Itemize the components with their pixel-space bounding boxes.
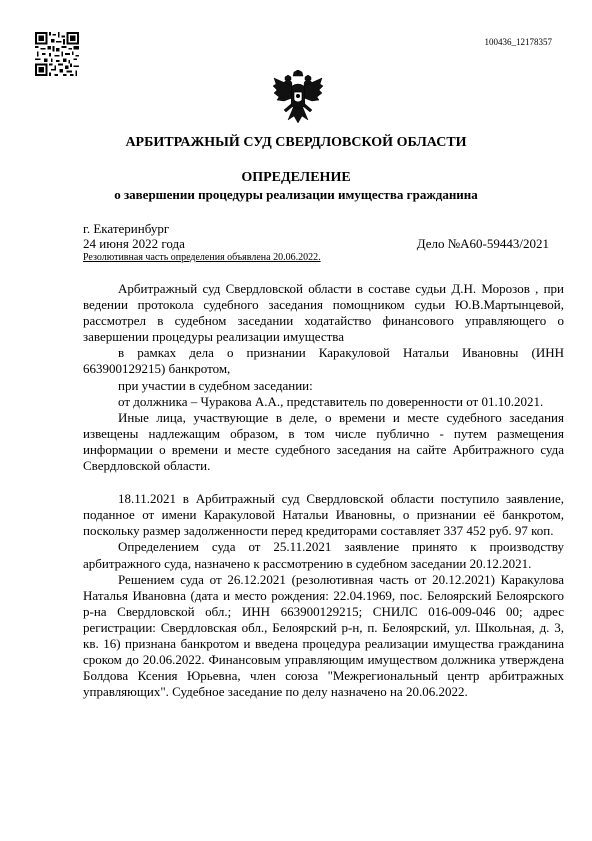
document-subtitle: о завершении процедуры реализации имущества гражданина: [114, 187, 478, 202]
document-title: ОПРЕДЕЛЕНИЕ: [241, 170, 351, 185]
paragraph: от должника – Чуракова А.А., представитель по доверенности от 01.10.2021.: [118, 393, 544, 409]
paragraph: при участии в судебном заседании:: [118, 377, 313, 393]
decision-date: 24 июня 2022 года: [83, 236, 185, 251]
document-body: [83, 281, 564, 700]
document-id: 100436_12178357: [484, 37, 552, 47]
city: г. Екатеринбург: [83, 221, 170, 236]
paragraph: Решением суда от 26.12.2021 (резолютивная часть от 20.12.2021) Каракулова Наталья Ивановна (дата и место рождения: 22.04.1969, пос. Белоярский Белоярского р-на Свердловской обл.; ИНН 663900129215; СНИЛС 016-009-046 00; адрес регистрации: Свердловская обл., Белоярский р-н, п. Белоярский, ул. Школьная, д. 3, кв. 16) признана банкротом и введена процедура реализации имущества гражданина сроком до 20.06.2022. Финансовым управляющим имуществом должника утверждена Болдова Ксения Юрьевна, член союза "Межрегиональный центр арбитражных управляющих". Судебное заседание по делу назначено на 20.06.2022.: [83, 571, 564, 700]
qr-code-icon: [35, 32, 79, 76]
paragraph: Иные лица, участвующие в деле, о времени и месте судебного заседания извещены надлежащим образом, в том числе публично - путем размещения информации о времени и месте судебного заседания на сайте Арбитражного суда Свердловской области.: [83, 409, 564, 474]
court-name: АРБИТРАЖНЫЙ СУД СВЕРДЛОВСКОЙ ОБЛАСТИ: [125, 135, 467, 150]
paragraph: 18.11.2021 в Арбитражный суд Свердловской области поступило заявление, поданное от имени Каракуловой Натальи Ивановны, о признании её банкротом, поскольку размер задолженности перед кредиторами составляет 337 452 руб. 97 коп.: [83, 491, 564, 539]
paragraph: Арбитражный суд Свердловской области в составе судьи Д.Н. Морозов , при ведении протокола судебного заседания помощником судьи Ю.В.Мартынцевой, рассмотрел в судебном заседании ходатайство финансового управляющего о завершении процедуры реализации имущества: [83, 281, 564, 345]
paragraph: в рамках дела о признании Каракуловой Натальи Ивановны (ИНН 663900129215) банкротом,: [83, 345, 564, 377]
double-headed-eagle-emblem-icon: [272, 70, 324, 124]
resolution-note: Резолютивная часть определения объявлена 20.06.2022.: [83, 252, 321, 263]
paragraph: Определением суда от 25.11.2021 заявление принято к производству арбитражного суда, назначено к рассмотрению в судебном заседании 20.12.2021.: [83, 539, 564, 571]
case-number: Дело №А60-59443/2021: [416, 236, 549, 251]
